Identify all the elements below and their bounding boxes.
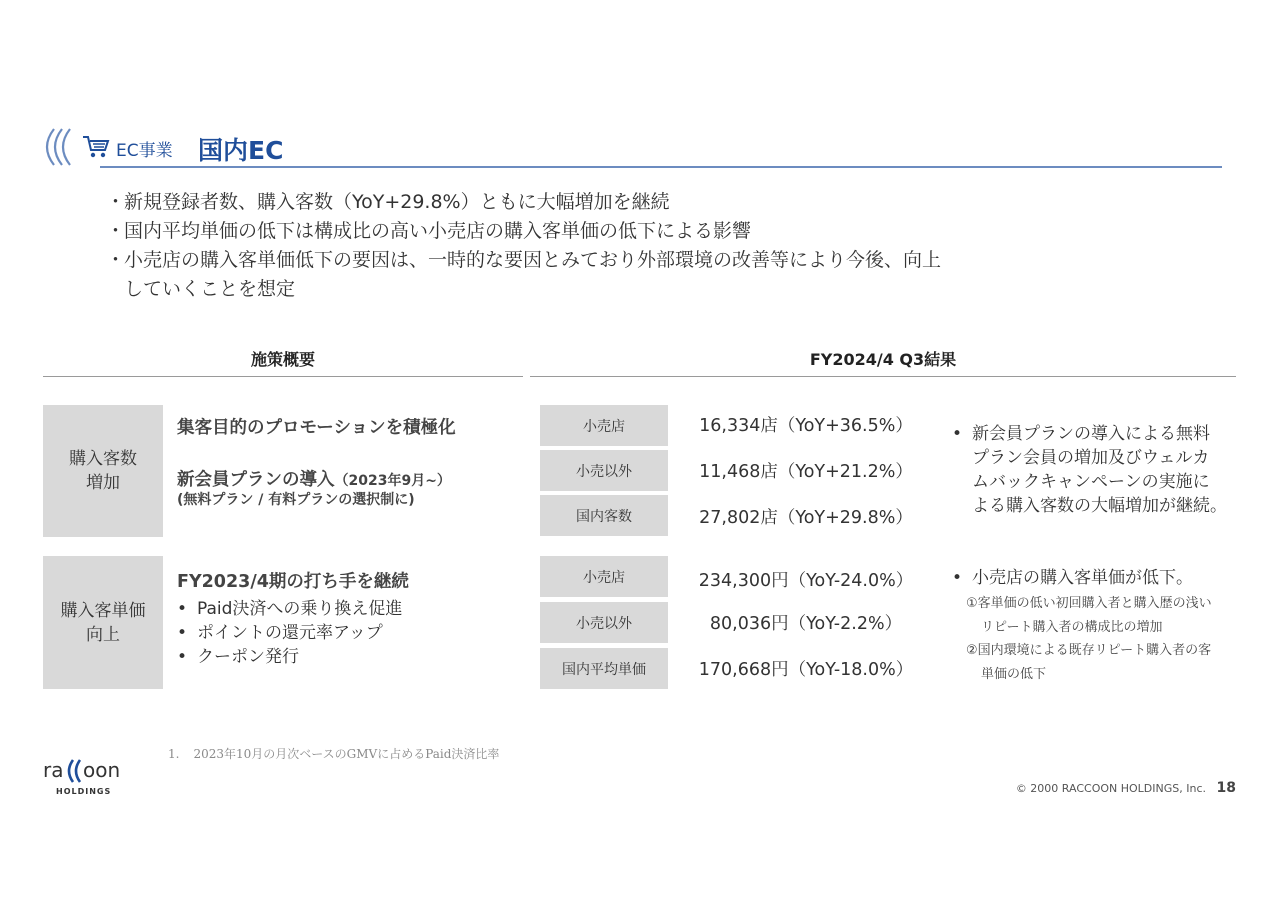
metric-value: 234,300円（YoY-24.0%） <box>698 571 914 591</box>
section1-heading1: 集客目的のプロモーションを積極化 <box>177 418 456 438</box>
section2-label-box <box>43 556 163 689</box>
right-header-divider <box>530 376 1236 377</box>
section1-heading2: 新会員プランの導入（2023年9月~） <box>177 470 451 490</box>
list-item: • Paid決済への乗り換え促進 <box>177 599 403 619</box>
metric-label: 国内平均単価 <box>540 648 668 689</box>
left-header-divider <box>43 376 523 377</box>
section1-label-line1: 購入客数 <box>69 449 137 469</box>
metric-label: 小売以外 <box>540 602 668 643</box>
logo-subtext: HOLDINGS <box>56 787 112 796</box>
page-number: 18 <box>1216 780 1236 796</box>
title-divider <box>100 166 1222 168</box>
footnote: 1. 2023年10月の月次ベースのGMVに占めるPaid決済比率 <box>168 747 500 761</box>
metric-value: 80,036円（YoY-2.2%） <box>709 614 903 634</box>
section1-note: • 新会員プランの導入による無料 プラン会員の増加及びウェルカ ムバックキャンペーンの実施に よる購入客数の大幅増加が継続。 <box>952 424 1227 516</box>
section2-list <box>177 597 402 669</box>
left-column-header: 施策概要 <box>250 350 315 369</box>
section2-note: • 小売店の購入客単価が低下。 <box>952 568 1193 588</box>
section2-label-line1: 購入客単価 <box>60 600 146 621</box>
metric-label: 小売店 <box>540 405 668 446</box>
summary-bullet: ・ 新規登録者数、購入客数（YoY+29.8%）ともに大幅増加を継続 <box>106 191 670 213</box>
metric-value: 16,334店（YoY+36.5%） <box>699 416 913 436</box>
copyright: © 2000 RACCOON HOLDINGS, Inc. <box>1015 782 1206 795</box>
summary-bullets <box>106 188 1106 304</box>
summary-bullet-continuation: していくことを想定 <box>124 278 296 300</box>
page-title: 国内EC <box>198 136 284 165</box>
summary-bullet: ・ 小売店の購入客単価低下の要因は、一時的な要因とみており外部環境の改善等により今後、向上 <box>106 249 942 271</box>
list-item: • クーポン発行 <box>177 647 299 667</box>
summary-bullet: ・ 国内平均単価の低下は構成比の高い小売店の購入客単価の低下による影響 <box>106 220 752 242</box>
metric-label: 小売以外 <box>540 450 668 491</box>
right-column-header: FY2024/4 Q3結果 <box>809 350 957 369</box>
section-label: EC事業 <box>116 141 173 161</box>
section2-heading: FY2023/4期の打ち手を継続 <box>177 572 409 592</box>
logo-mark <box>43 756 133 786</box>
double-arc-icon <box>40 126 80 168</box>
section2-label-line2: 向上 <box>86 624 120 645</box>
svg-text:oon: oon <box>83 758 121 782</box>
section1-heading2-sub: (無料プラン / 有料プランの選択制に) <box>177 492 415 508</box>
metric-label: 国内客数 <box>540 495 668 536</box>
metric-value: 11,468店（YoY+21.2%） <box>699 462 913 482</box>
metric-label: 小売店 <box>540 556 668 597</box>
section1-label-box <box>43 405 163 537</box>
list-item: • ポイントの還元率アップ <box>177 623 383 643</box>
svg-text:ra: ra <box>43 758 64 782</box>
metric-value: 27,802店（YoY+29.8%） <box>699 508 913 528</box>
section1-label-line2: 増加 <box>86 473 120 493</box>
shopping-cart-icon <box>82 134 110 160</box>
metric-value: 170,668円（YoY-18.0%） <box>698 660 914 680</box>
section2-subnote: ①客単価の低い初回購入者と購入歴の浅い リピート購入者の構成比の増加 ②国内環境による既存リピート購入者の客 単価の低下 <box>966 596 1212 682</box>
